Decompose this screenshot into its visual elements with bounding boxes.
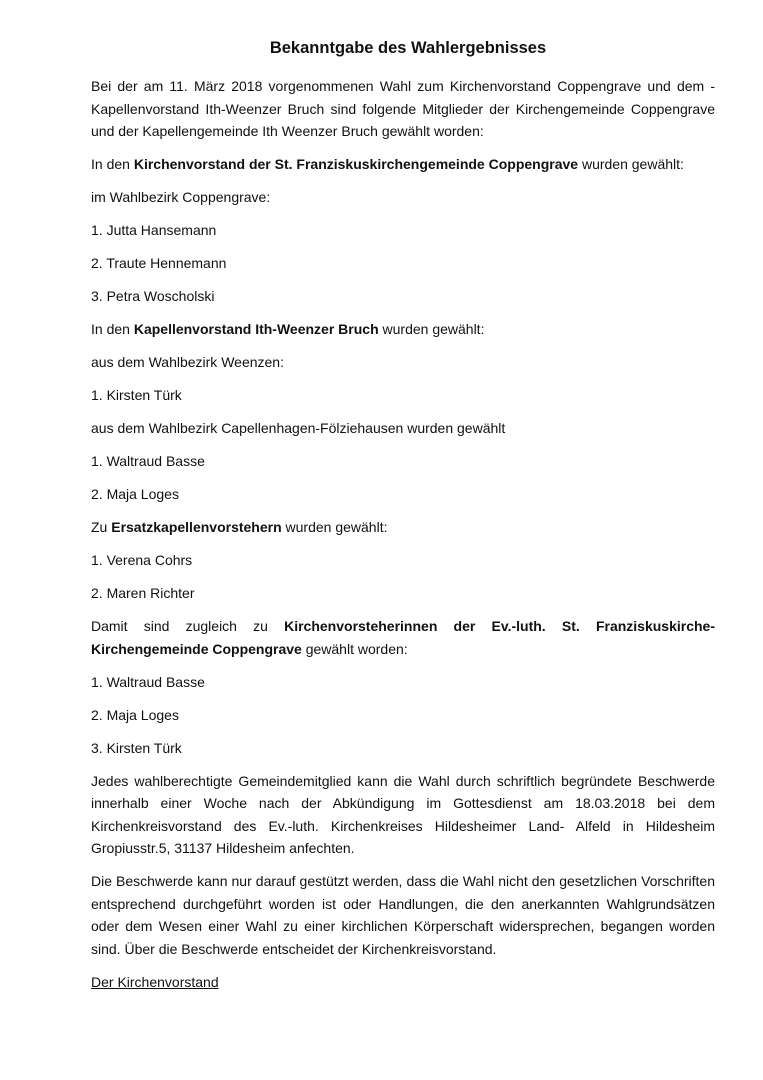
heading-prefix: Zu <box>91 519 112 535</box>
objection-paragraph: Jedes wahlberechtigte Gemeindemitglied kann die Wahl durch schriftlich begründete Beschwerde innerhalb einer Woche nach der Abkündigung im Gottesdienst am 18.03.2018 bei dem Kirchenkreisvorstand des Ev.-luth. Kirchenkreises Hildesheimer Land- Alfeld in Hildesheim Gropiusstr.5, 31137 Hildesheim anfechten. <box>91 772 715 856</box>
list-item: 1. Jutta Hansemann <box>91 222 217 238</box>
list-item: 3. Petra Woscholski <box>91 288 215 304</box>
district-coppengrave: im Wahlbezirk Coppengrave: <box>91 189 271 205</box>
heading-bold: Kirchenvorstand der St. Franziskuskirchengemeinde Coppengrave <box>133 156 579 172</box>
list-item: 2. Maja Loges <box>91 486 179 502</box>
heading-prefix: In den <box>91 321 134 337</box>
heading-bold: Ersatzkapellenvorstehern <box>111 519 282 535</box>
list-item: 2. Traute Hennemann <box>91 255 227 271</box>
list-item: 1. Waltraud Basse <box>91 453 205 469</box>
list-item: 2. Maren Richter <box>91 585 195 601</box>
heading-prefix: In den <box>91 156 134 172</box>
document-title: Bekanntgabe des Wahlergebnisses <box>269 39 547 57</box>
heading-suffix: wurden gewählt: <box>281 519 388 535</box>
heading-suffix: wurden gewählt: <box>378 321 485 337</box>
heading-suffix: wurden gewählt: <box>578 156 684 172</box>
heading-prefix: Damit sind zugleich zu <box>91 618 285 634</box>
list-item: 1. Kirsten Türk <box>91 387 182 403</box>
heading-bold: Kirchenvorsteherinnen der Ev.-luth. St. Franziskuskirche-Kirchengemeinde Coppengrave <box>91 618 715 657</box>
section-kirchenvorstand-heading <box>91 153 715 176</box>
list-item: 3. Kirsten Türk <box>91 739 182 756</box>
intro-paragraph: Bei der am 11. März 2018 vorgenommenen Wahl zum Kirchenvorstand Coppengrave und dem - Kapellenvorstand Ith-Weenzer Bruch sind folgende Mitglieder der Kirchengemeinde Coppengrave und der Kapellengemeinde Ith Weenzer Bruch gewählt worden: <box>91 78 715 139</box>
grounds-paragraph: Die Beschwerde kann nur darauf gestützt werden, dass die Wahl nicht den gesetzlichen Vorschriften entsprechend durchgeführt worden ist oder Handlungen, die den anerkannten Wahlgrundsätzen oder dem Wesen einer Wahl zu einer kirchlichen Körperschaft widersprechen, begangen worden sind. Über die Beschwerde entscheidet der Kirchenkreisvorstand. <box>91 873 715 957</box>
signature: Der Kirchenvorstand <box>91 973 219 990</box>
list-item: 1. Verena Cohrs <box>91 552 193 568</box>
section-kapellenvorstand-heading <box>91 318 715 341</box>
district-weenzen: aus dem Wahlbezirk Weenzen: <box>91 354 284 370</box>
section-ersatz-heading <box>91 516 715 539</box>
list-item: 2. Maja Loges <box>91 706 179 723</box>
section-kirchenvorsteherinnen-heading <box>91 615 715 660</box>
heading-suffix: gewählt worden: <box>301 640 408 657</box>
district-capellenhagen: aus dem Wahlbezirk Capellenhagen-Fölziehausen wurden gewählt <box>91 420 506 436</box>
heading-bold: Kapellenvorstand Ith-Weenzer Bruch <box>133 321 379 337</box>
document-page <box>91 38 715 993</box>
list-item: 1. Waltraud Basse <box>91 673 205 690</box>
